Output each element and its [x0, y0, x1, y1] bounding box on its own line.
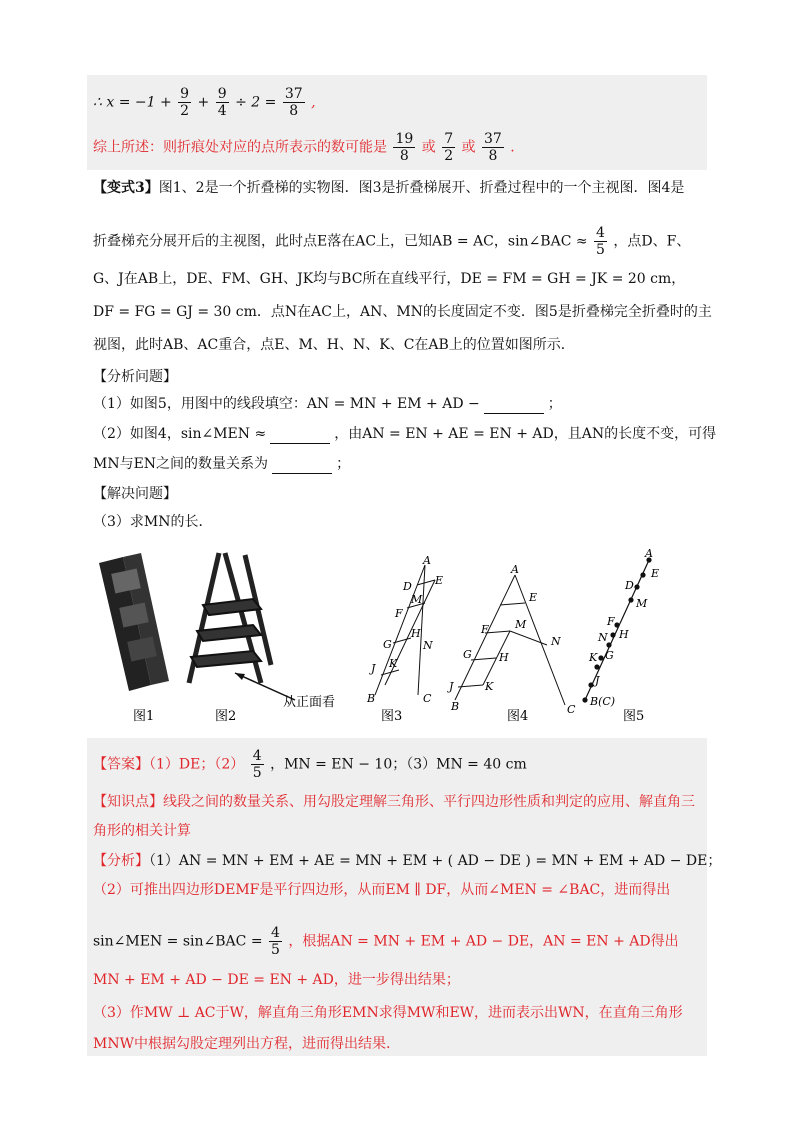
svg-text:图2: 图2: [215, 709, 237, 724]
fig4-diagram: [455, 575, 565, 705]
analysis-line-4: MN + EM + AD − DE = EN + AD，进一步得出结果；: [93, 972, 460, 988]
svg-text:F: F: [481, 623, 489, 636]
figures-area: [85, 545, 705, 730]
analysis-line-3: sin∠MEN = sin∠BAC = $\frac{4}{5}$ ，根据AN = MN + EM + AD − DE，AN = EN + AD得出: [93, 925, 679, 958]
svg-text:图5: 图5: [623, 709, 645, 724]
svg-text:D: D: [625, 579, 634, 592]
svg-text:A: A: [511, 563, 519, 576]
svg-text:G: G: [383, 638, 392, 651]
knowledge-tag: 【知识点】: [93, 794, 163, 810]
heading-solve: 【解决问题】: [93, 486, 177, 502]
svg-text:A: A: [645, 547, 653, 560]
fig4-labels: [447, 563, 576, 716]
analysis-line-1: 【分析】（1）AN = MN + EM + AE = MN + EM + ( AD − DE ) = MN + EM + AD − DE；: [93, 853, 722, 869]
svg-text:G: G: [605, 649, 614, 662]
svg-text:G: G: [463, 648, 472, 661]
svg-text:J: J: [595, 674, 600, 687]
problem-line-2: 折叠梯充分展开后的主视图，此时点E落在AC上，已知AB = AC，sin∠BAC ≈ $\frac{4}{5}$ ，点D、F、: [93, 225, 691, 258]
svg-text:E: E: [529, 591, 538, 604]
svg-text:B(C): B(C): [590, 695, 616, 708]
svg-text:E: E: [651, 567, 660, 580]
problem-line-1: 【变式3】图1、2是一个折叠梯的实物图．图3是折叠梯展开、折叠过程中的一个主视图．图4是: [93, 180, 685, 196]
svg-text:M: M: [515, 618, 527, 631]
fig5-diagram: [583, 558, 651, 702]
question-2: （2）如图4，sin∠MEN ≈ ，由AN = EN + AE = EN + AD，且AN的长度不变，可得: [93, 426, 717, 442]
answer-tag: 【答案】: [93, 756, 149, 773]
svg-text:J: J: [449, 680, 454, 693]
svg-text:E: E: [435, 574, 444, 587]
fig5-labels: [588, 547, 659, 708]
svg-text:图3: 图3: [381, 709, 403, 724]
svg-text:A: A: [423, 554, 431, 567]
view-note: 从正面看: [283, 695, 336, 710]
fig1-ladder-photo: [99, 553, 169, 691]
knowledge-line-1: 【知识点】线段之间的数量关系、用勾股定理解三角形、平行四边形性质和判定的应用、解直角三: [93, 794, 695, 810]
fig3-labels: [366, 554, 443, 705]
answer-line: 【答案】（1）DE；（2） $\frac{4}{5}$ ，MN = EN − 10；（3）MN = 40 cm: [93, 748, 527, 781]
top-calculation: ∴ x = −1 + $\frac{9}{2}$ + $\frac{9}{4}$ ÷ 2 = $\frac{37}{8}$ ,: [93, 86, 316, 119]
svg-text:D: D: [403, 580, 412, 593]
answer-blank-3: [272, 459, 332, 474]
question-1: （1）如图5，用图中的线段填空：AN = MN + EM + AD − ；: [93, 396, 562, 412]
analysis-tag: 【分析】: [93, 853, 149, 869]
svg-text:K: K: [485, 680, 494, 693]
question-2-cont: MN与EN之间的数量关系为 ；: [93, 456, 351, 472]
svg-text:F: F: [607, 615, 615, 628]
question-3: （3）求MN的长．: [93, 514, 213, 530]
svg-text:B: B: [367, 692, 376, 705]
knowledge-line-2: 角形的相关计算: [93, 823, 191, 839]
problem-line-4: DF = FG = GJ = 30 cm．点N在AC上，AN、MN的长度固定不变．图5是折叠梯完全折叠时的主: [93, 304, 712, 320]
svg-text:M: M: [411, 593, 423, 606]
svg-text:B: B: [451, 700, 460, 713]
svg-text:H: H: [411, 627, 421, 640]
svg-text:N: N: [551, 635, 561, 648]
analysis-line-5: （3）作MW ⊥ AC于W，解直角三角形EMN求得MW和EW，进而表示出WN，在直角三角形: [93, 1005, 683, 1021]
svg-text:H: H: [619, 628, 629, 641]
svg-text:N: N: [598, 631, 608, 644]
svg-text:C: C: [423, 692, 432, 705]
answer-blank-2: [270, 429, 330, 444]
svg-text:J: J: [371, 662, 376, 675]
summary-line: 综上所述：则折痕处对应的点所表示的数可能是 $\frac{19}{8}$ 或 $\frac{7}{2}$ 或 $\frac{37}{8}$ .: [93, 131, 515, 164]
fig2-ladder-photo: [189, 553, 271, 683]
svg-text:图4: 图4: [507, 709, 529, 724]
analysis-line-6: MNW中根据勾股定理列出方程，进而得出结果.: [93, 1036, 391, 1052]
analysis-line-2: （2）可推出四边形DEMF是平行四边形，从而EM ∥ DF，从而∠MEN = ∠BAC，进而得出: [93, 882, 671, 898]
svg-text:C: C: [567, 703, 576, 716]
svg-text:N: N: [423, 639, 433, 652]
answer-blank-1: [484, 399, 544, 414]
problem-tag: 【变式3】: [93, 180, 159, 196]
problem-line-5: 视图，此时AB、AC重合，点E、M、H、N、K、C在AB上的位置如图所示．: [93, 337, 575, 353]
problem-line-3: G、J在AB上，DE、FM、GH、JK均与BC所在直线平行，DE = FM = GH = JK = 20 cm，: [93, 271, 686, 287]
svg-text:H: H: [499, 651, 509, 664]
svg-text:K: K: [589, 651, 598, 664]
heading-analyze: 【分析问题】: [93, 369, 177, 385]
svg-text:K: K: [389, 657, 398, 670]
svg-text:图1: 图1: [133, 709, 155, 724]
svg-text:F: F: [395, 607, 403, 620]
svg-text:M: M: [636, 597, 648, 610]
